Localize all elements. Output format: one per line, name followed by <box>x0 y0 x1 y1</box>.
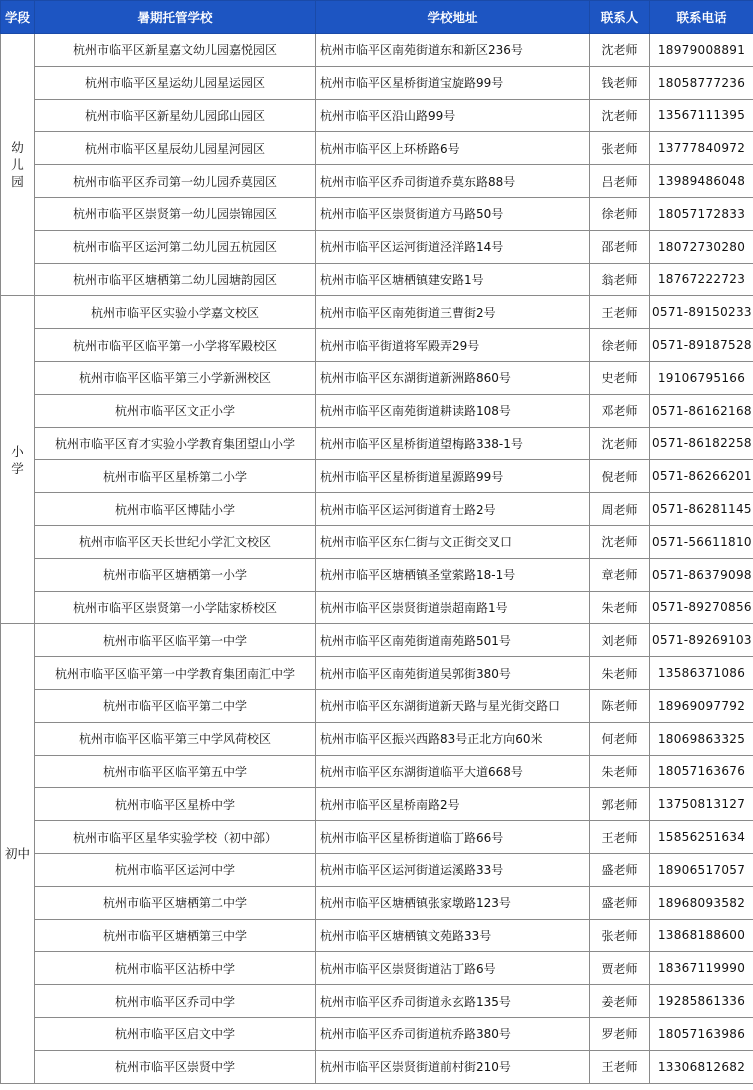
contact-person-cell: 翁老师 <box>590 263 650 296</box>
contact-person-cell: 张老师 <box>590 132 650 165</box>
school-name-cell: 杭州市临平区临平第一中学 <box>35 624 316 657</box>
table-row <box>1 1017 753 1050</box>
table-body <box>1 34 753 1084</box>
school-name-cell: 杭州市临平区临平第五中学 <box>35 755 316 788</box>
school-address-cell: 杭州市临平区塘栖镇文苑路33号 <box>316 919 590 952</box>
contact-phone-cell: 15856251634 <box>650 821 753 854</box>
school-address-cell: 杭州市临平区星桥街道宝旋路99号 <box>316 66 590 99</box>
school-name-cell: 杭州市临平区临平第一中学教育集团南汇中学 <box>35 657 316 690</box>
contact-person-cell: 徐老师 <box>590 197 650 230</box>
stage-label-char: 小 <box>11 443 24 459</box>
table-row <box>1 427 753 460</box>
school-name-cell: 杭州市临平区崇贤第一小学陆家桥校区 <box>35 591 316 624</box>
school-address-cell: 杭州市临平区南苑街道南苑路501号 <box>316 624 590 657</box>
table-row <box>1 788 753 821</box>
contact-phone-cell: 0571-86281145 <box>650 493 753 526</box>
school-address-cell: 杭州市临平区星桥南路2号 <box>316 788 590 821</box>
school-name-cell: 杭州市临平区星辰幼儿园星河园区 <box>35 132 316 165</box>
table-row <box>1 493 753 526</box>
school-name-cell: 杭州市临平区文正小学 <box>35 394 316 427</box>
table-row <box>1 361 753 394</box>
table-row <box>1 296 753 329</box>
stage-cell <box>1 624 35 1083</box>
school-name-cell: 杭州市临平区崇贤中学 <box>35 1050 316 1083</box>
school-name-cell: 杭州市临平区临平第三中学风荷校区 <box>35 722 316 755</box>
school-name-cell: 杭州市临平区运河中学 <box>35 853 316 886</box>
contact-phone-cell: 18906517057 <box>650 853 753 886</box>
table-row <box>1 394 753 427</box>
contact-phone-cell: 18979008891 <box>650 34 753 67</box>
table-row <box>1 329 753 362</box>
table-row <box>1 886 753 919</box>
header-phone: 联系电话 <box>650 1 753 34</box>
table-row <box>1 66 753 99</box>
school-name-cell: 杭州市临平区启文中学 <box>35 1017 316 1050</box>
contact-person-cell: 沈老师 <box>590 427 650 460</box>
contact-phone-cell: 18057172833 <box>650 197 753 230</box>
school-address-cell: 杭州市临平区上环桥路6号 <box>316 132 590 165</box>
table-row <box>1 558 753 591</box>
contact-phone-cell: 13989486048 <box>650 165 753 198</box>
contact-phone-cell: 13567111395 <box>650 99 753 132</box>
contact-phone-cell: 0571-86266201 <box>650 460 753 493</box>
table-row <box>1 525 753 558</box>
table-row <box>1 985 753 1018</box>
school-name-cell: 杭州市临平区临平第一小学将军殿校区 <box>35 329 316 362</box>
contact-phone-cell: 0571-89269103 <box>650 624 753 657</box>
contact-phone-cell: 13306812682 <box>650 1050 753 1083</box>
school-name-cell: 杭州市临平区临平第三小学新洲校区 <box>35 361 316 394</box>
contact-person-cell: 沈老师 <box>590 34 650 67</box>
table-row <box>1 591 753 624</box>
contact-phone-cell: 18969097792 <box>650 689 753 722</box>
school-address-cell: 杭州市临平区运河街道运溪路33号 <box>316 853 590 886</box>
school-address-cell: 杭州市临平区塘栖镇张家墩路123号 <box>316 886 590 919</box>
contact-person-cell: 王老师 <box>590 296 650 329</box>
table-row <box>1 263 753 296</box>
contact-person-cell: 盛老师 <box>590 886 650 919</box>
school-address-cell: 杭州市临平区东湖街道临平大道668号 <box>316 755 590 788</box>
stage-label-char: 园 <box>11 174 24 190</box>
stage-label-char: 初中 <box>4 845 30 861</box>
contact-phone-cell: 18767222723 <box>650 263 753 296</box>
contact-phone-cell: 0571-86379098 <box>650 558 753 591</box>
contact-person-cell: 吕老师 <box>590 165 650 198</box>
contact-person-cell: 罗老师 <box>590 1017 650 1050</box>
contact-phone-cell: 18072730280 <box>650 230 753 263</box>
stage-label-char: 幼 <box>11 140 24 156</box>
school-address-cell: 杭州市临平区振兴西路83号正北方向60米 <box>316 722 590 755</box>
school-name-cell: 杭州市临平区星华实验学校（初中部） <box>35 821 316 854</box>
school-address-cell: 杭州市临平区星桥街道临丁路66号 <box>316 821 590 854</box>
table-row <box>1 34 753 67</box>
contact-phone-cell: 13586371086 <box>650 657 753 690</box>
header-school: 暑期托管学校 <box>35 1 316 34</box>
table-row <box>1 919 753 952</box>
table-row <box>1 657 753 690</box>
header-contact: 联系人 <box>590 1 650 34</box>
school-address-cell: 杭州市临平区南苑街道三曹街2号 <box>316 296 590 329</box>
school-address-cell: 杭州市临平区南苑街道耕读路108号 <box>316 394 590 427</box>
table-row <box>1 689 753 722</box>
contact-phone-cell: 0571-89270856 <box>650 591 753 624</box>
table-row <box>1 722 753 755</box>
contact-phone-cell: 0571-86162168 <box>650 394 753 427</box>
school-name-cell: 杭州市临平区乔司第一幼儿园乔莫园区 <box>35 165 316 198</box>
school-name-cell: 杭州市临平区塘栖第一小学 <box>35 558 316 591</box>
stage-label-char: 儿 <box>11 157 24 173</box>
contact-phone-cell: 13750813127 <box>650 788 753 821</box>
table-row <box>1 755 753 788</box>
school-address-cell: 杭州市临平区运河街道育士路2号 <box>316 493 590 526</box>
contact-person-cell: 章老师 <box>590 558 650 591</box>
school-address-cell: 杭州市临平区星桥街道望梅路338-1号 <box>316 427 590 460</box>
school-name-cell: 杭州市临平区实验小学嘉文校区 <box>35 296 316 329</box>
school-name-cell: 杭州市临平区星运幼儿园星运园区 <box>35 66 316 99</box>
school-name-cell: 杭州市临平区崇贤第一幼儿园崇锦园区 <box>35 197 316 230</box>
contact-phone-cell: 0571-89187528 <box>650 329 753 362</box>
contact-person-cell: 郭老师 <box>590 788 650 821</box>
contact-person-cell: 沈老师 <box>590 525 650 558</box>
school-name-cell: 杭州市临平区塘栖第二幼儿园塘韵园区 <box>35 263 316 296</box>
table-row <box>1 230 753 263</box>
school-address-cell: 杭州市临平区星桥街道星源路99号 <box>316 460 590 493</box>
school-address-cell: 杭州市临平区南苑街道东和新区236号 <box>316 34 590 67</box>
contact-person-cell: 刘老师 <box>590 624 650 657</box>
school-address-cell: 杭州市临平区崇贤街道沾丁路6号 <box>316 952 590 985</box>
contact-person-cell: 朱老师 <box>590 657 650 690</box>
school-name-cell: 杭州市临平区新星嘉文幼儿园嘉悦园区 <box>35 34 316 67</box>
contact-person-cell: 何老师 <box>590 722 650 755</box>
table-row <box>1 821 753 854</box>
school-name-cell: 杭州市临平区星桥第二小学 <box>35 460 316 493</box>
school-address-cell: 杭州市临平区运河街道泾洋路14号 <box>316 230 590 263</box>
contact-person-cell: 张老师 <box>590 919 650 952</box>
contact-phone-cell: 0571-86182258 <box>650 427 753 460</box>
school-name-cell: 杭州市临平区新星幼儿园邱山园区 <box>35 99 316 132</box>
contact-person-cell: 邓老师 <box>590 394 650 427</box>
contact-person-cell: 陈老师 <box>590 689 650 722</box>
stage-cell <box>1 34 35 296</box>
header-stage: 学段 <box>1 1 35 34</box>
contact-phone-cell: 19106795166 <box>650 361 753 394</box>
contact-person-cell: 贾老师 <box>590 952 650 985</box>
contact-phone-cell: 0571-89150233 <box>650 296 753 329</box>
contact-phone-cell: 18057163676 <box>650 755 753 788</box>
contact-person-cell: 史老师 <box>590 361 650 394</box>
contact-phone-cell: 19285861336 <box>650 985 753 1018</box>
contact-phone-cell: 18069863325 <box>650 722 753 755</box>
school-address-cell: 杭州市临平区崇贤街道崇超南路1号 <box>316 591 590 624</box>
table-row <box>1 460 753 493</box>
contact-person-cell: 王老师 <box>590 1050 650 1083</box>
stage-label-char: 学 <box>11 460 24 476</box>
school-address-cell: 杭州市临平区塘栖镇建安路1号 <box>316 263 590 296</box>
school-name-cell: 杭州市临平区塘栖第二中学 <box>35 886 316 919</box>
school-address-cell: 杭州市临平区乔司街道乔莫东路88号 <box>316 165 590 198</box>
contact-person-cell: 姜老师 <box>590 985 650 1018</box>
school-name-cell: 杭州市临平区育才实验小学教育集团望山小学 <box>35 427 316 460</box>
contact-person-cell: 盛老师 <box>590 853 650 886</box>
table-row <box>1 197 753 230</box>
contact-person-cell: 倪老师 <box>590 460 650 493</box>
table-row <box>1 952 753 985</box>
contact-person-cell: 朱老师 <box>590 755 650 788</box>
stage-cell <box>1 296 35 624</box>
table-row <box>1 165 753 198</box>
school-name-cell: 杭州市临平区博陆小学 <box>35 493 316 526</box>
school-address-cell: 杭州市临平区乔司街道杭乔路380号 <box>316 1017 590 1050</box>
school-name-cell: 杭州市临平区星桥中学 <box>35 788 316 821</box>
school-name-cell: 杭州市临平区天长世纪小学汇文校区 <box>35 525 316 558</box>
table-row <box>1 99 753 132</box>
contact-phone-cell: 18968093582 <box>650 886 753 919</box>
contact-phone-cell: 18367119990 <box>650 952 753 985</box>
contact-phone-cell: 18058777236 <box>650 66 753 99</box>
contact-person-cell: 王老师 <box>590 821 650 854</box>
table-row <box>1 624 753 657</box>
school-name-cell: 杭州市临平区沾桥中学 <box>35 952 316 985</box>
school-address-cell: 杭州市临平区南苑街道吴郭街380号 <box>316 657 590 690</box>
contact-phone-cell: 18057163986 <box>650 1017 753 1050</box>
contact-person-cell: 朱老师 <box>590 591 650 624</box>
school-name-cell: 杭州市临平区塘栖第三中学 <box>35 919 316 952</box>
school-address-cell: 杭州市临平区塘栖镇圣堂萦路18-1号 <box>316 558 590 591</box>
header-row <box>1 1 753 34</box>
contact-person-cell: 钱老师 <box>590 66 650 99</box>
table-row <box>1 1050 753 1083</box>
table-row <box>1 132 753 165</box>
contact-phone-cell: 13777840972 <box>650 132 753 165</box>
school-address-cell: 杭州市临平区乔司街道永玄路135号 <box>316 985 590 1018</box>
header-address: 学校地址 <box>316 1 590 34</box>
contact-person-cell: 徐老师 <box>590 329 650 362</box>
school-address-cell: 杭州市临平区崇贤街道方马路50号 <box>316 197 590 230</box>
school-address-cell: 杭州市临平街道将军殿弄29号 <box>316 329 590 362</box>
school-name-cell: 杭州市临平区临平第二中学 <box>35 689 316 722</box>
contact-person-cell: 邵老师 <box>590 230 650 263</box>
contact-person-cell: 沈老师 <box>590 99 650 132</box>
school-name-cell: 杭州市临平区运河第二幼儿园五杭园区 <box>35 230 316 263</box>
school-name-cell: 杭州市临平区乔司中学 <box>35 985 316 1018</box>
table-header <box>1 1 753 34</box>
school-address-cell: 杭州市临平区东湖街道新洲路860号 <box>316 361 590 394</box>
school-address-cell: 杭州市临平区崇贤街道前村街210号 <box>316 1050 590 1083</box>
contact-phone-cell: 0571-56611810 <box>650 525 753 558</box>
school-address-cell: 杭州市临平区沿山路99号 <box>316 99 590 132</box>
contact-phone-cell: 13868188600 <box>650 919 753 952</box>
school-address-cell: 杭州市临平区东仁街与文正街交叉口 <box>316 525 590 558</box>
contact-person-cell: 周老师 <box>590 493 650 526</box>
school-address-cell: 杭州市临平区东湖街道新天路与星光街交路口 <box>316 689 590 722</box>
table-row <box>1 853 753 886</box>
